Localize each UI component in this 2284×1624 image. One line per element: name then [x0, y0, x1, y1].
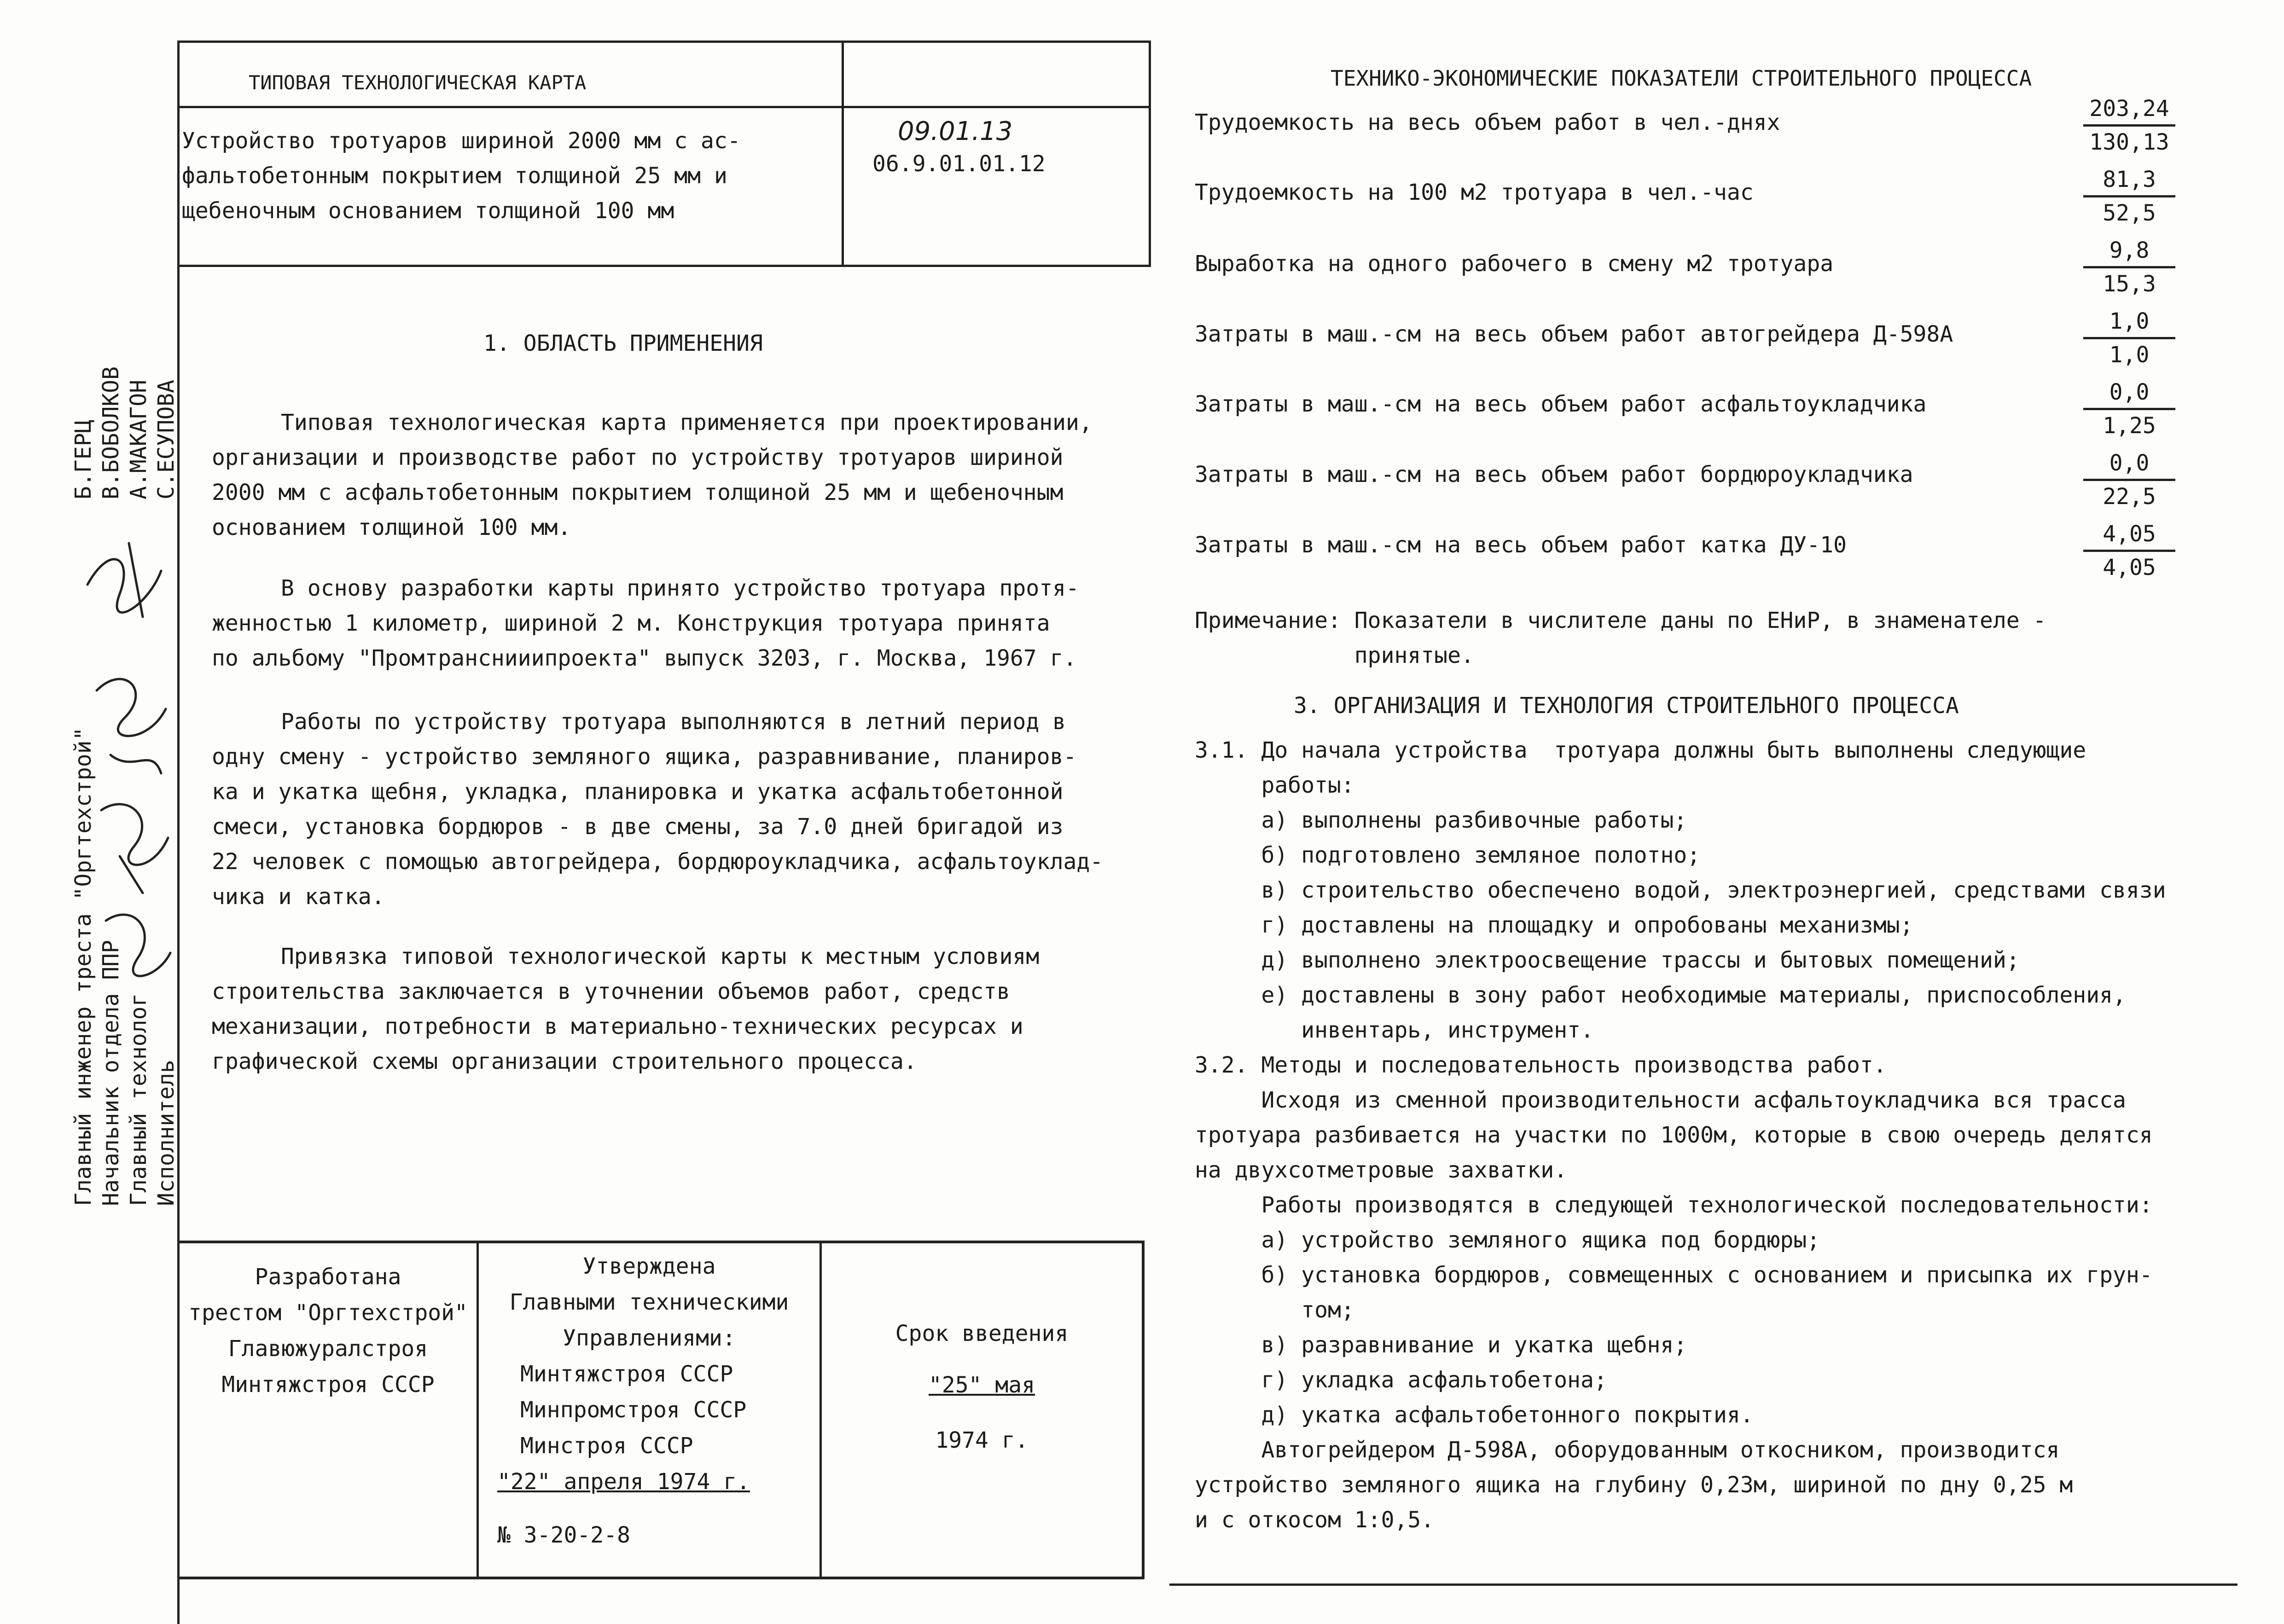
stamp-line: Главюжуралстроя: [228, 1336, 428, 1362]
note-line: Примечание: Показатели в числителе даны по ЕНиР, в знаменателе -: [1195, 608, 2046, 633]
stamp-term-date: "25" мая: [928, 1372, 1035, 1398]
header-desc-line: фальтобетонным покрытием толщиной 25 мм и: [182, 163, 727, 189]
s32-line: устройство земляного ящика на глубину 0,23м, шириной по дну 0,25 м: [1195, 1472, 2073, 1498]
stamp-line: Главными техническими: [509, 1289, 789, 1315]
stamp-right-line: [1142, 1241, 1145, 1579]
indicator-numerator: 1,0: [2083, 306, 2175, 339]
paragraph-line: 2000 мм с асфальтобетонным покрытием толщиной 25 мм и щебеночным: [212, 480, 1064, 505]
paragraph-line: основанием толщиной 100 мм.: [212, 515, 571, 540]
s31-line: г) доставлены на площадку и опробованы механизмы;: [1195, 912, 1913, 938]
stamp-line: Минтяжстроя СССР: [520, 1361, 733, 1387]
indicator-numerator: 203,24: [2083, 93, 2175, 127]
indicator-value: [2083, 93, 2175, 158]
s31-line: в) строительство обеспечено водой, электроэнергией, средствами связи: [1195, 877, 2166, 903]
stamp-top-line: [177, 1241, 1144, 1243]
stamp-line: Минпромстроя СССР: [520, 1397, 747, 1423]
code-handwritten: 09.01.13: [898, 116, 1013, 146]
indicator-denominator: 22,5: [2103, 484, 2156, 510]
note-line: принятые.: [1195, 643, 1474, 668]
header-bottom-line: [177, 265, 1151, 267]
s32-line: Работы производятся в следующей технологической последовательности:: [1195, 1192, 2153, 1218]
paragraph-line: женностью 1 километр, шириной 2 м. Конструкция тротуара принята: [212, 610, 1050, 636]
s31-line: б) подготовлено земляное полотно;: [1195, 842, 1701, 868]
indicator-value: [2083, 235, 2175, 300]
indicator-label: Затраты в маш.-см на весь объем работ автогрейдера Д-598А: [1195, 321, 1953, 347]
indicator-numerator: 0,0: [2083, 447, 2175, 481]
stamp-line: Утверждена: [582, 1253, 716, 1279]
paragraph-line: Типовая технологическая карта применяется при проектировании,: [281, 410, 1093, 435]
s32-line: Автогрейдером Д-598А, оборудованным откосником, производится: [1195, 1437, 2060, 1463]
s31-line: а) выполнены разбивочные работы;: [1195, 807, 1687, 833]
indicator-value: [2083, 377, 2175, 441]
header-desc-line: щебеночным основанием толщиной 100 мм: [182, 198, 674, 224]
paragraph-4: [212, 939, 1039, 1079]
stamp-approved-number: № 3-20-2-8: [497, 1522, 630, 1548]
s32-line: том;: [1195, 1297, 1354, 1323]
section-title: 1. ОБЛАСТЬ ПРИМЕНЕНИЯ: [483, 331, 763, 356]
signatory-role: Начальник отдела ППР: [98, 940, 124, 1206]
indicator-denominator: 130,13: [2089, 129, 2169, 155]
paragraph-line: Работы по устройству тротуара выполняются в летний период в: [281, 709, 1066, 735]
stamp-term-year: 1974 г.: [935, 1427, 1029, 1453]
indicator-value: [2083, 447, 2175, 512]
indicator-label: Трудоемкость на 100 м2 тротуара в чел.-час: [1195, 180, 1754, 205]
s31-line: работы:: [1195, 772, 1354, 798]
paragraph-line: строительства заключается в уточнении объемов работ, средств: [212, 979, 1010, 1004]
signatory-role: Главный технолог: [126, 993, 151, 1206]
stamp-line: Минстроя СССР: [520, 1433, 693, 1459]
note: [1195, 603, 2046, 673]
indicator-denominator: 52,5: [2103, 200, 2156, 226]
paragraph-line: смеси, установка бордюров - в две смены, за 7.0 дней бригадой из: [212, 814, 1064, 840]
code-printed: 06.9.01.01.12: [872, 151, 1046, 177]
s32-line: тротуара разбивается на участки по 1000м, которые в свою очередь делятся: [1195, 1122, 2153, 1148]
paragraph-line: В основу разработки карты принято устройство тротуара протя-: [281, 575, 1079, 601]
s31-line: инвентарь, инструмент.: [1195, 1017, 1594, 1043]
signatory-name: А.МАКАГОН: [126, 379, 151, 499]
stamp-line: Разработана: [255, 1264, 401, 1290]
paragraph-1: [212, 405, 1093, 545]
s32-line: и с откосом 1:0,5.: [1195, 1507, 1435, 1533]
header-divider-line: [177, 106, 1151, 108]
stamp-line: Управлениями:: [563, 1325, 736, 1351]
indicator-numerator: 4,05: [2083, 518, 2175, 552]
header-code-divider: [842, 41, 844, 266]
stamp-approved-date: "22" апреля 1974 г.: [497, 1469, 750, 1495]
s32-line: Исходя из сменной производительности асфальтоукладчика вся трасса: [1195, 1087, 2126, 1113]
stamp-term-label: Срок введения: [895, 1321, 1069, 1346]
paragraph-line: организации и производстве работ по устройству тротуаров шириной: [212, 445, 1064, 470]
paragraph-line: чика и катка.: [212, 884, 385, 910]
stamp-bottom-line: [177, 1577, 1144, 1579]
paragraph-line: графической схемы организации строительного процесса.: [212, 1049, 917, 1074]
paragraph-line: 22 человек с помощью автогрейдера, бордюроукладчика, асфальтоуклад-: [212, 849, 1104, 875]
stamp-line: трестом "Оргтехстрой": [188, 1300, 468, 1326]
paragraph-3: [212, 704, 1103, 914]
s32-line: г) укладка асфальтобетона;: [1195, 1367, 1607, 1393]
section3-title: 3. ОРГАНИЗАЦИЯ И ТЕХНОЛОГИЯ СТРОИТЕЛЬНОГО ПРОЦЕССА: [1294, 693, 1959, 719]
signatory-name: Б.ГЕРЦ: [70, 419, 96, 499]
indicator-value: [2083, 306, 2175, 371]
stamp-line: Минтяжстроя СССР: [221, 1372, 435, 1398]
s32-line: в) разравнивание и укатка щебня;: [1195, 1332, 1687, 1358]
header-right-line: [1149, 41, 1151, 266]
stamp-term: [822, 1316, 1142, 1458]
paragraph-line: механизации, потребности в материально-технических ресурсах и: [212, 1014, 1023, 1039]
indicator-denominator: 15,3: [2103, 271, 2156, 297]
section-3-2: [1195, 1048, 2153, 1537]
signatory-name: В.БОБОЛКОВ: [98, 366, 124, 499]
s32-line: а) устройство земляного ящика под бордюры;: [1195, 1227, 1820, 1253]
s32-line: 3.2. Методы и последовательность производства работ.: [1195, 1052, 1887, 1078]
right-bottom-line: [1169, 1583, 2238, 1586]
indicator-numerator: 0,0: [2083, 377, 2175, 410]
indicator-numerator: 9,8: [2083, 235, 2175, 268]
header-top-line: [177, 41, 1151, 43]
s32-line: д) укатка асфальтобетонного покрытия.: [1195, 1402, 1754, 1428]
indicator-label: Выработка на одного рабочего в смену м2 тротуара: [1195, 251, 1834, 277]
paragraph-line: одну смену - устройство земляного ящика, разравнивание, планиров-: [212, 744, 1077, 770]
header-desc-line: Устройство тротуаров шириной 2000 мм с ас-: [182, 128, 741, 154]
indicator-value: [2083, 164, 2175, 229]
signatory-role: Главный инженер треста "Оргтехстрой": [70, 727, 96, 1206]
indicator-label: Трудоемкость на весь объем работ в чел.-днях: [1195, 110, 1780, 135]
s32-line: б) установка бордюров, совмещенных с основанием и присыпка их грун-: [1195, 1262, 2153, 1288]
paragraph-2: [212, 571, 1079, 676]
s31-line: 3.1. До начала устройства тротуара должны быть выполнены следующие: [1195, 737, 2086, 763]
indicator-value: [2083, 518, 2175, 583]
signatory-role: Исполнитель: [153, 1060, 179, 1206]
paragraph-line: по альбому "Промтранснииипроекта" выпуск 3203, г. Москва, 1967 г.: [212, 645, 1077, 671]
indicator-denominator: 1,0: [2109, 342, 2150, 368]
section-3-1: [1195, 733, 2166, 1048]
indicators-title: ТЕХНИКО-ЭКОНОМИЧЕСКИЕ ПОКАЗАТЕЛИ СТРОИТЕЛЬНОГО ПРОЦЕССА: [1331, 66, 2032, 91]
stamp-developed: [180, 1259, 477, 1403]
indicator-numerator: 81,3: [2083, 164, 2175, 197]
paragraph-line: ка и укатка щебня, укладка, планировка и укатка асфальтобетонной: [212, 779, 1064, 805]
indicator-denominator: 4,05: [2103, 555, 2156, 580]
header-description: [182, 123, 741, 228]
indicator-label: Затраты в маш.-см на весь объем работ бордюроукладчика: [1195, 462, 1913, 487]
indicator-label: Затраты в маш.-см на весь объем работ асфальтоукладчика: [1195, 391, 1927, 417]
s32-line: на двухсотметровые захватки.: [1195, 1157, 1568, 1183]
paragraph-line: Привязка типовой технологической карты к местным условиям: [281, 944, 1040, 969]
s31-line: е) доставлены в зону работ необходимые материалы, приспособления,: [1195, 982, 2126, 1008]
signatory-name: С.ЕСУПОВА: [153, 379, 179, 499]
s31-line: д) выполнено электроосвещение трассы и бытовых помещений;: [1195, 947, 2020, 973]
stamp-approved: [479, 1248, 819, 1553]
signatures-image: [69, 516, 184, 1013]
header-title: ТИПОВАЯ ТЕХНОЛОГИЧЕСКАЯ КАРТА: [249, 71, 587, 94]
indicator-denominator: 1,25: [2103, 413, 2156, 439]
indicator-label: Затраты в маш.-см на весь объем работ катка ДУ-10: [1195, 532, 1847, 558]
